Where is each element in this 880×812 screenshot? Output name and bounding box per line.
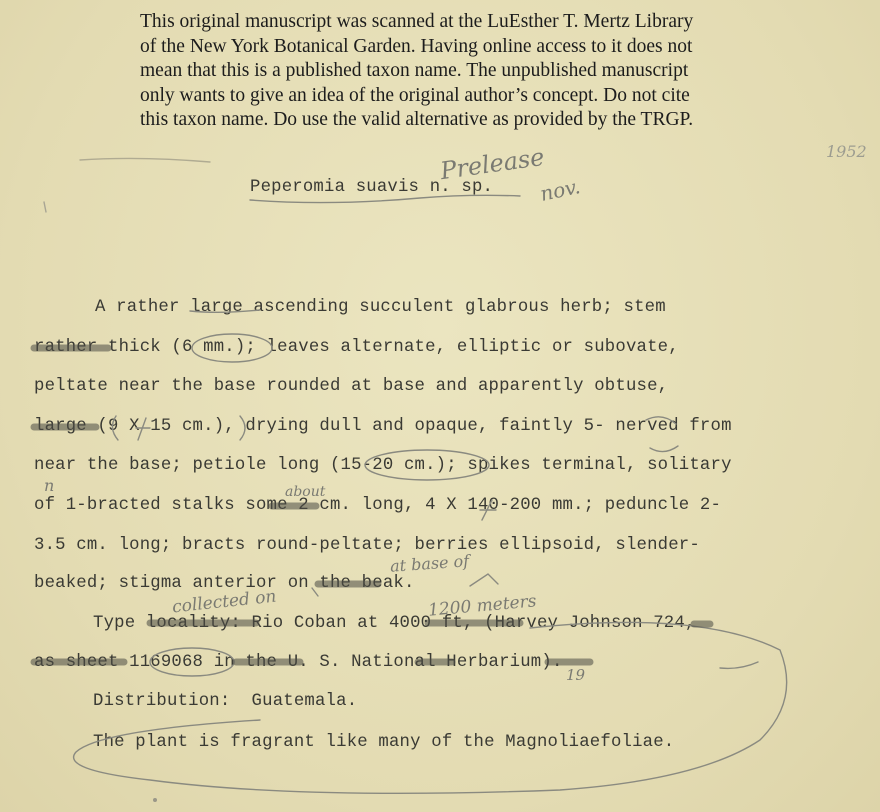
description-line: 3.5 cm. long; bracts round-peltate; berries ellipsoid, slender- [34, 536, 700, 555]
species-title: Peperomia suavis n. sp. [250, 178, 494, 197]
handwritten-n: n [44, 476, 55, 495]
notice-line: mean that this is a published taxon name. The unpublished manuscript [140, 60, 689, 81]
type-locality-line: Type locality: Rio Coban at 4000 ft, (Harvey Johnson 724, [93, 614, 696, 633]
notice-line: only wants to give an idea of the original author’s concept. Do not cite [140, 84, 690, 106]
handwritten-digits: 19 [566, 666, 586, 684]
notice-line: This original manuscript was scanned at the LuEsther T. Mertz Library [140, 11, 694, 32]
fragrance-note: The plant is fragrant like many of the Magnoliaefoliae. [93, 733, 675, 752]
handwritten-meters: 1200 meters [427, 591, 538, 621]
description-line: of 1-bracted stalks some 2 cm. long, 4 X 140-200 mm.; peduncle 2- [34, 496, 722, 515]
handwritten-margin-note: 1952 [826, 142, 867, 161]
distribution-line: Distribution: Guatemala. [93, 692, 358, 711]
description-line: rather thick (6 mm.); leaves alternate, elliptic or subovate, [34, 338, 679, 357]
handwritten-nov-note: nov. [537, 174, 583, 206]
description-line: peltate near the base rounded at base and apparently obtuse, [34, 377, 669, 396]
notice-line: of the New York Botanical Garden. Having online access to it does not [140, 35, 693, 57]
description-line: beaked; stigma anterior on the beak. [34, 574, 415, 593]
type-locality-line: as sheet 1169068 in the U. S. National Herbarium). [34, 653, 563, 672]
library-notice [140, 10, 780, 133]
handwritten-title-note: Prelease [438, 142, 546, 186]
handwritten-about: about [285, 484, 326, 500]
description-line: A rather large ascending succulent glabrous herb; stem [95, 298, 666, 317]
handwritten-at-base: at base of [389, 551, 470, 576]
handwritten-collected-on: collected on [171, 586, 278, 618]
notice-line: this taxon name. Do use the valid alternative as provided by the TRGP. [140, 109, 694, 130]
description-line: near the base; petiole long (15-20 cm.); spikes terminal, solitary [34, 456, 732, 475]
description-line: large (9 X 15 cm.), drying dull and opaque, faintly 5- nerved from [34, 417, 732, 436]
